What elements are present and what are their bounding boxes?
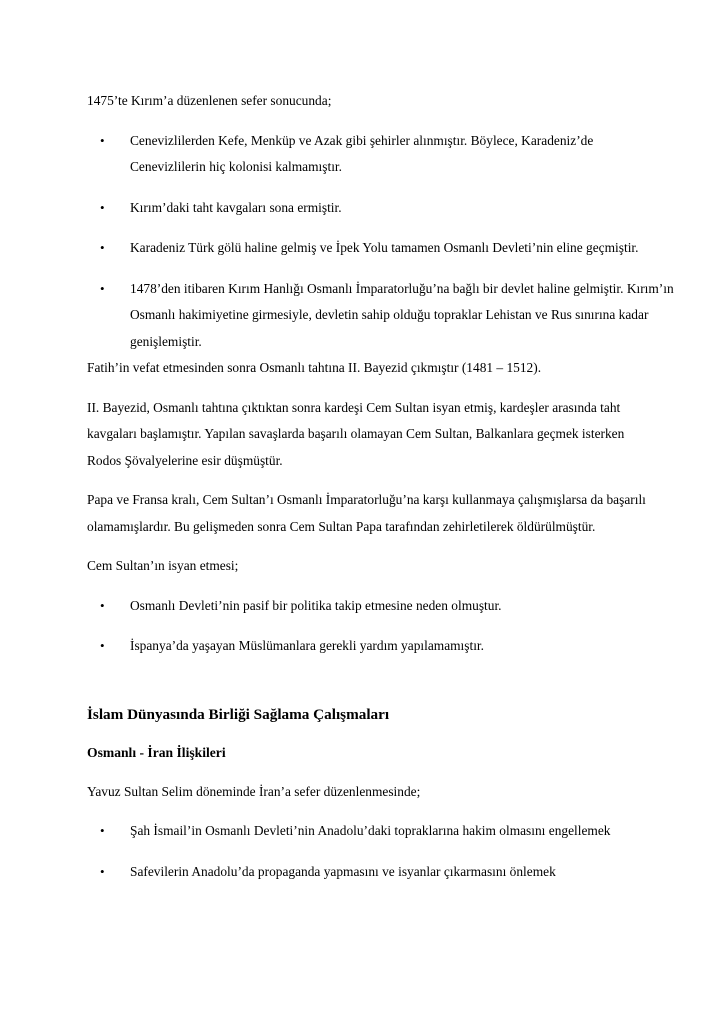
bullet-icon: • — [100, 863, 105, 879]
bayezid-succession-paragraph: Fatih’in vefat etmesinden sonra Osmanlı tahtına II. Bayezid çıkmıştır (1481 – 1512). — [87, 360, 542, 375]
list-item-text: 1478’den itibaren Kırım Hanlığı Osmanlı İmparatorluğu’na bağlı bir devlet haline gelmiştir. Kırım’ın Osmanlı hakimiyetine girmesiyle, devletin sahip olduğu topraklar Lehistan ve Rus sınırına kadar genişlemiştir. — [130, 280, 674, 349]
list-item — [87, 235, 670, 262]
cem-sultan-revolt-paragraph: II. Bayezid, Osmanlı tahtına çıktıktan sonra kardeşi Cem Sultan isyan etmiş, kardeşler arasında taht kavgaları başlamıştır. Yapılan savaşlarda başarılı olamayan Cem Sultan, Balkanlara geçmek isterken Rodos Şövalyelerine esir düşmüştür. — [87, 399, 625, 468]
iran-campaign-reasons-list — [87, 818, 647, 885]
bullet-icon: • — [100, 823, 105, 838]
bullet-icon: • — [100, 199, 105, 215]
pope-france-paragraph: Papa ve Fransa kralı, Cem Sultan’ı Osmanlı İmparatorluğu’na karşı kullanmaya çalışmışlarsa da başarılı olamamışlardır. Bu gelişmeden sonra Cem Sultan Papa tarafından zehirletilerek öldürülmüştür. — [87, 492, 646, 534]
list-item-text: Safevilerin Anadolu’da propaganda yapmasını ve isyanlar çıkarmasını önlemek — [130, 863, 556, 879]
revolt-effects-intro: Cem Sultan’ın isyan etmesi; — [87, 558, 239, 573]
list-item-text: Karadeniz Türk gölü haline gelmiş ve İpek Yolu tamamen Osmanlı Devleti’nin eline geçmiştir. — [130, 240, 639, 255]
bullet-icon: • — [100, 132, 105, 148]
intro-paragraph: 1475’te Kırım’a düzenlenen sefer sonucunda; — [87, 93, 332, 108]
list-item — [87, 593, 647, 620]
subsection-heading: Osmanlı - İran İlişkileri — [87, 744, 226, 760]
bullet-icon: • — [100, 280, 105, 296]
list-item-text: İspanya’da yaşayan Müslümanlara gerekli yardım yapılamamıştır. — [130, 638, 484, 653]
list-item-text: Osmanlı Devleti’nin pasif bir politika takip etmesine neden olmuştur. — [130, 597, 502, 613]
list-item — [87, 128, 647, 181]
list-item-text: Cenevizlilerden Kefe, Menküp ve Azak gibi şehirler alınmıştır. Böylece, Karadeniz’de Cenevizlilerin hiç kolonisi kalmamıştır. — [130, 132, 594, 174]
list-item — [87, 276, 690, 356]
list-item-text: Kırım’daki taht kavgaları sona ermiştir. — [130, 199, 342, 215]
crimea-results-list — [87, 128, 674, 356]
list-item — [87, 195, 647, 222]
bullet-icon: • — [100, 638, 105, 653]
list-item — [87, 818, 650, 845]
list-item — [87, 633, 647, 660]
section-heading: İslam Dünyasında Birliği Sağlama Çalışmaları — [87, 705, 390, 723]
bullet-icon: • — [100, 240, 105, 255]
iran-campaign-intro: Yavuz Sultan Selim döneminde İran’a sefer düzenlenmesinde; — [87, 783, 421, 799]
revolt-effects-list — [87, 593, 647, 660]
list-item — [87, 859, 647, 886]
bullet-icon: • — [100, 597, 105, 613]
list-item-text: Şah İsmail’in Osmanlı Devleti’nin Anadolu’daki topraklarına hakim olmasını engellemek — [130, 823, 611, 838]
document-page — [87, 88, 674, 899]
